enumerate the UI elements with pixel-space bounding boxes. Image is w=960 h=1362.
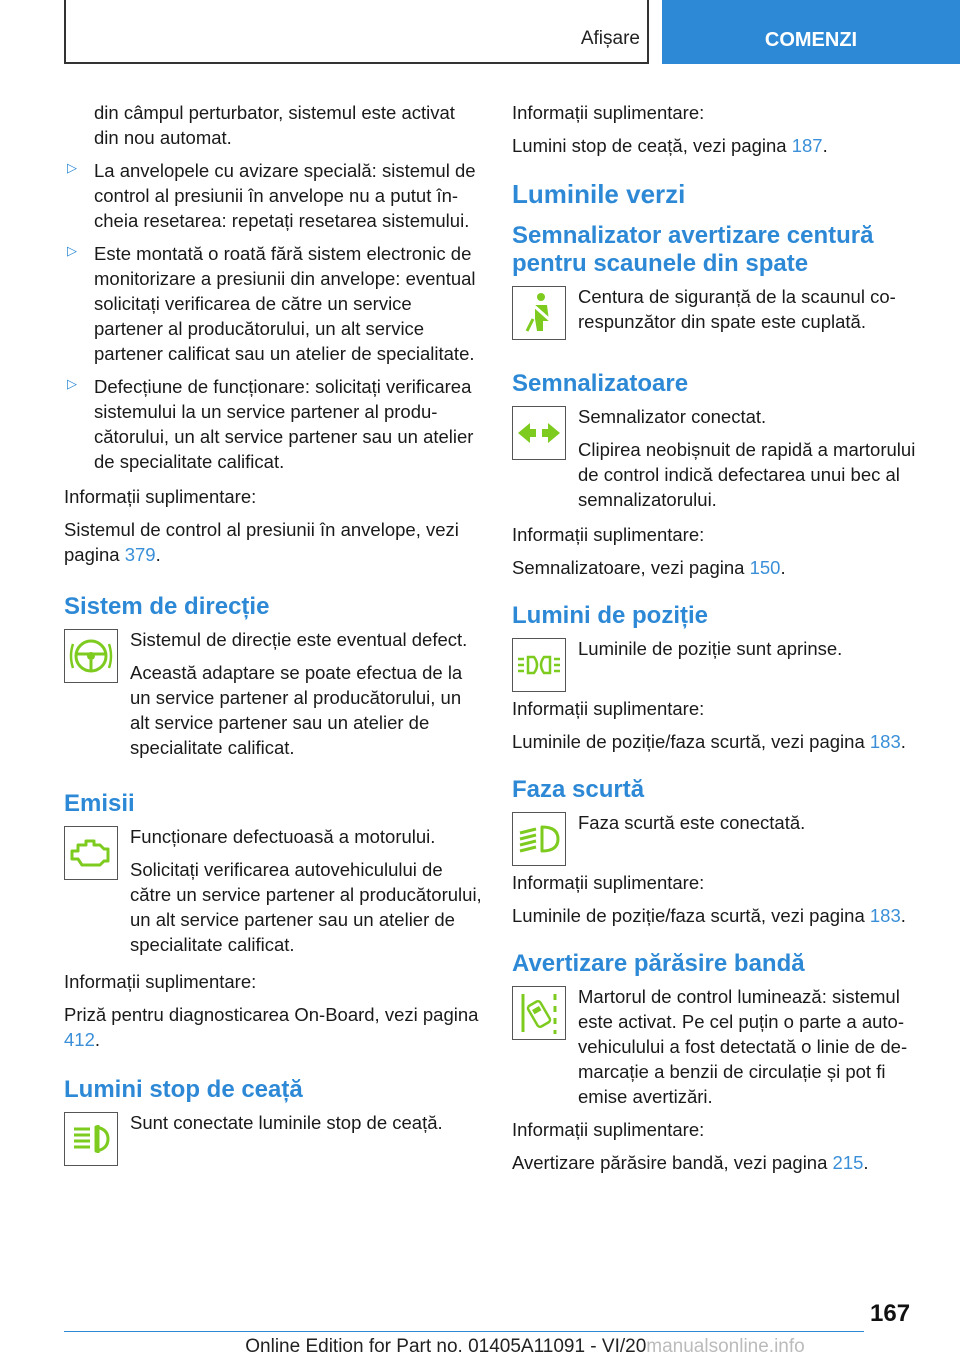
turn-signal-icon [512,406,566,460]
lane-departure-icon [512,986,566,1040]
chapter-title-green: Luminile verzi [512,179,686,209]
bullet-triangle-icon: ▷ [67,376,77,391]
rear-fog-light-icon [64,1112,118,1166]
section-title-belt: Semnalizator avertizare centură pentru scaunele din spate [512,222,874,277]
info-label: Informații suplimentare: [512,102,705,123]
info-label: Informații suplimentare: [64,486,257,507]
page-link[interactable]: 183 [869,731,901,752]
indicator-text-2: Această adaptare se poate efectua de la un service partener al producătorului, un alt service partener sau un atelier de specialitate calificat. [130,662,463,758]
bullet-triangle-icon: ▷ [67,160,77,175]
indicator-item-emissions [64,824,482,957]
indicator-text-2: Clipirea neobișnuit de rapidă a martorului de control indică defectarea unui bec al semnalizatorului. [578,439,916,510]
indicator-text: Sistemul de direcție este eventual defect. [130,629,468,650]
continued-text: din câmpul perturbator, sistemul este activat din nou automat. [94,102,455,148]
bullet-text: La anvelopele cu avizare specială: sistemul de control al presiunii în anvelope nu a putut încheia resetarea: repetați resetarea sistemului. [94,160,476,231]
page-link[interactable]: 150 [749,557,781,578]
indicator-text: Martorul de control luminează: sistemul este activat. Pe cel puțin o parte a autovehiculului a fost detectată o linie de demarcație a benzii de circulație și pot fi emise avertizări. [578,986,908,1107]
page-link[interactable]: 412 [64,1029,95,1050]
left-column [64,100,482,1166]
right-column [512,100,926,1183]
indicator-text: Faza scurtă este conectată. [578,812,806,833]
tab-afisare[interactable]: Afișare [580,28,640,49]
info-label: Informații suplimentare: [512,524,705,545]
page-number: 167 [870,1300,911,1327]
indicator-item-steering [64,627,482,760]
info-label: Informații suplimentare: [512,698,705,719]
tab-comenzi[interactable]: COMENZI [662,0,960,64]
info-text: Lumini stop de ceață, vezi pagina 187. [512,135,828,156]
info-label: Informații suplimentare: [512,1119,705,1140]
info-text: Luminile de poziție/faza scurtă, vezi pagina 183. [512,731,906,752]
section-title-turn: Semnalizatoare [512,370,689,397]
section-title-steering: Sistem de direcție [64,593,270,620]
info-text: Avertizare părăsire bandă, vezi pagina 215. [512,1152,869,1173]
indicator-text: Luminile de poziție sunt aprinse. [578,638,843,659]
list-item [64,241,482,366]
footer [0,1336,960,1358]
indicator-text: Funcționare defectuoasă a motorului. [130,826,436,847]
info-text: Luminile de poziție/faza scurtă, vezi pagina 183. [512,905,906,926]
page-link[interactable]: 183 [869,905,901,926]
section-title-lowbeam: Faza scurtă [512,776,645,803]
info-text: Sistemul de control al presiunii în anvelope, vezi pagina 379. [64,519,459,565]
indicator-item-position [512,636,926,692]
section-title-lane: Avertizare părăsire bandă [512,950,805,977]
page-link[interactable]: 187 [791,135,823,156]
low-beam-icon [512,812,566,866]
watermark: manualsonline.info [646,1336,805,1357]
indicator-item-belt [512,284,926,340]
indicator-item-lane [512,984,926,1109]
indicator-text: Centura de siguranță de la scaunul corespunzător din spate este cuplată. [578,286,896,332]
position-lights-icon [512,638,566,692]
list-item [64,158,482,233]
footer-divider [64,1331,864,1332]
edition-text: Online Edition for Part no. 01405A11091 - VI/20 [245,1336,647,1357]
indicator-item-turn [512,404,926,512]
indicator-text: Semnalizator conectat. [578,406,767,427]
bullet-triangle-icon: ▷ [67,243,77,258]
engine-warning-icon [64,826,118,880]
section-title-emissions: Emisii [64,790,135,817]
info-label: Informații suplimentare: [512,872,705,893]
bullet-text: Este montată o roată fără sistem electronic de monitorizare a presiunii din anvelope: eventual solicitați verificarea de către un service partener al producătorului, un alt service partener calificat sau un atelier de specialitate. [94,243,476,364]
section-title-position: Lumini de poziție [512,602,708,629]
steering-warning-icon [64,629,118,683]
page-link[interactable]: 215 [832,1152,864,1173]
bullet-text: Defecțiune de funcționare: solicitați verificarea sistemului la un service partener al producătorului, un alt service partener sau un atelier de specialitate calificat. [94,376,474,472]
section-title-fog: Lumini stop de ceață [64,1076,303,1103]
info-text: Semnalizatoare, vezi pagina 150. [512,557,786,578]
page-link[interactable]: 379 [124,544,156,565]
indicator-item-lowbeam [512,810,926,866]
list-item [64,374,482,474]
indicator-text-2: Solicitați verificarea autovehiculului de către un service partener al producătorului, un alt service partener sau un atelier de specialitate calificat. [130,859,482,955]
indicator-item-fog [64,1110,482,1166]
info-label: Informații suplimentare: [64,971,257,992]
seatbelt-icon [512,286,566,340]
info-text: Priză pentru diagnosticarea On-Board, vezi pagina 412. [64,1004,479,1050]
indicator-text: Sunt conectate luminile stop de ceață. [130,1112,443,1133]
